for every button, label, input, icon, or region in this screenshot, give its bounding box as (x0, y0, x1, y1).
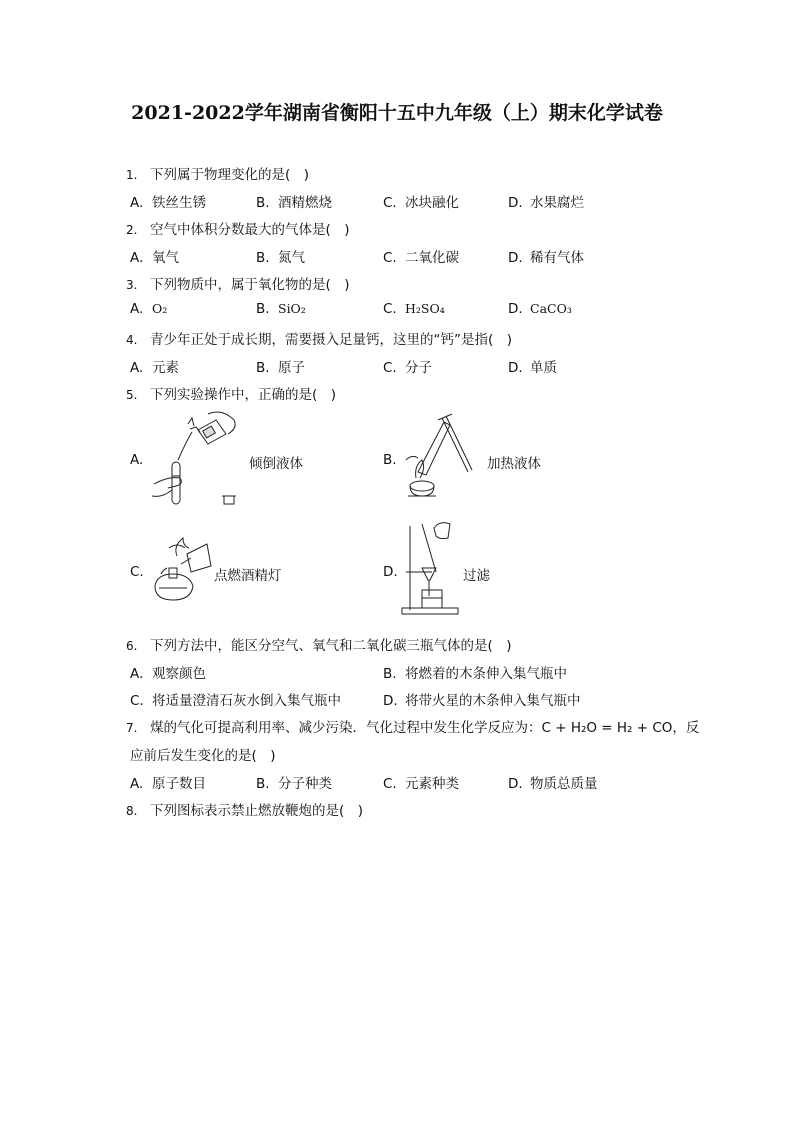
question-text: 煤的气化可提高利用率、减少污染．气化过程中发生化学反应为：C + H₂O = H₂ + CO，反 (150, 720, 700, 736)
question-number: 2. (126, 223, 138, 237)
question-7-continuation: 应前后发生变化的是( ) (130, 748, 276, 764)
question-5 (126, 383, 336, 403)
option-c: C. H₂SO₄ (383, 301, 445, 317)
option-b: B. 酒精燃烧 (256, 195, 332, 211)
option-d: D. CaCO₃ (508, 301, 572, 317)
option-b-caption: 加热液体 (487, 456, 541, 472)
question-text: 下列方法中，能区分空气、氧气和二氧化碳三瓶气体的是( ) (150, 638, 512, 654)
option-a: A. 原子数目 (130, 776, 206, 792)
question-4 (126, 328, 512, 348)
option-d-letter: D. (383, 564, 398, 580)
question-number: 8. (126, 804, 138, 818)
option-b: B. 分子种类 (256, 776, 332, 792)
question-number: 1. (126, 168, 138, 182)
question-text: 下列物质中，属于氧化物的是( ) (150, 277, 350, 293)
option-b: B. 原子 (256, 360, 305, 376)
option-c-letter: C. (130, 564, 144, 580)
option-c: C. 冰块融化 (383, 195, 459, 211)
pouring-liquid-figure (148, 410, 244, 512)
question-text: 空气中体积分数最大的气体是( ) (150, 222, 350, 238)
question-text: 青少年正处于成长期，需要摄入足量钙，这里的“钙”是指( ) (150, 332, 513, 348)
question-text: 下列实验操作中，正确的是( ) (150, 387, 337, 403)
question-text: 下列图标表示禁止燃放鞭炮的是( ) (150, 803, 364, 819)
option-a-caption: 倾倒液体 (249, 456, 303, 472)
question-number: 6. (126, 639, 138, 653)
question-2 (126, 218, 350, 238)
option-b: B. 将燃着的木条伸入集气瓶中 (383, 666, 567, 682)
option-d: D. 物质总质量 (508, 776, 598, 792)
question-number: 5. (126, 388, 138, 402)
option-c: C. 分子 (383, 360, 432, 376)
question-number: 4. (126, 333, 138, 347)
question-6 (126, 634, 512, 654)
page-title: 2021-2022学年湖南省衡阳十五中九年级（上）期末化学试卷 (131, 102, 663, 124)
heating-liquid-figure (398, 410, 484, 502)
question-8 (126, 799, 363, 819)
option-c: C. 将适量澄清石灰水倒入集气瓶中 (130, 693, 341, 709)
option-b: B. SiO₂ (256, 301, 306, 317)
option-c: C. 二氧化碳 (383, 250, 459, 266)
option-a: A. O₂ (130, 301, 168, 317)
question-7 (126, 716, 699, 736)
question-1 (126, 163, 309, 183)
option-d-caption: 过滤 (463, 568, 490, 584)
option-a-letter: A. (130, 452, 144, 468)
option-b-letter: B. (383, 452, 397, 468)
alcohol-lamp-figure (147, 534, 213, 606)
option-a: A. 氧气 (130, 250, 179, 266)
question-number: 7. (126, 721, 138, 735)
option-a: A. 观察颜色 (130, 666, 206, 682)
filtration-figure (398, 518, 462, 618)
question-text: 下列属于物理变化的是( ) (150, 167, 310, 183)
option-a: A. 元素 (130, 360, 179, 376)
option-c-caption: 点燃酒精灯 (214, 568, 282, 584)
option-d: D. 将带火星的木条伸入集气瓶中 (383, 693, 581, 709)
option-d: D. 水果腐烂 (508, 195, 584, 211)
option-a: A. 铁丝生锈 (130, 195, 206, 211)
question-3 (126, 273, 350, 293)
option-b: B. 氮气 (256, 250, 305, 266)
question-number: 3. (126, 278, 138, 292)
option-d: D. 稀有气体 (508, 250, 584, 266)
option-d: D. 单质 (508, 360, 557, 376)
option-c: C. 元素种类 (383, 776, 459, 792)
